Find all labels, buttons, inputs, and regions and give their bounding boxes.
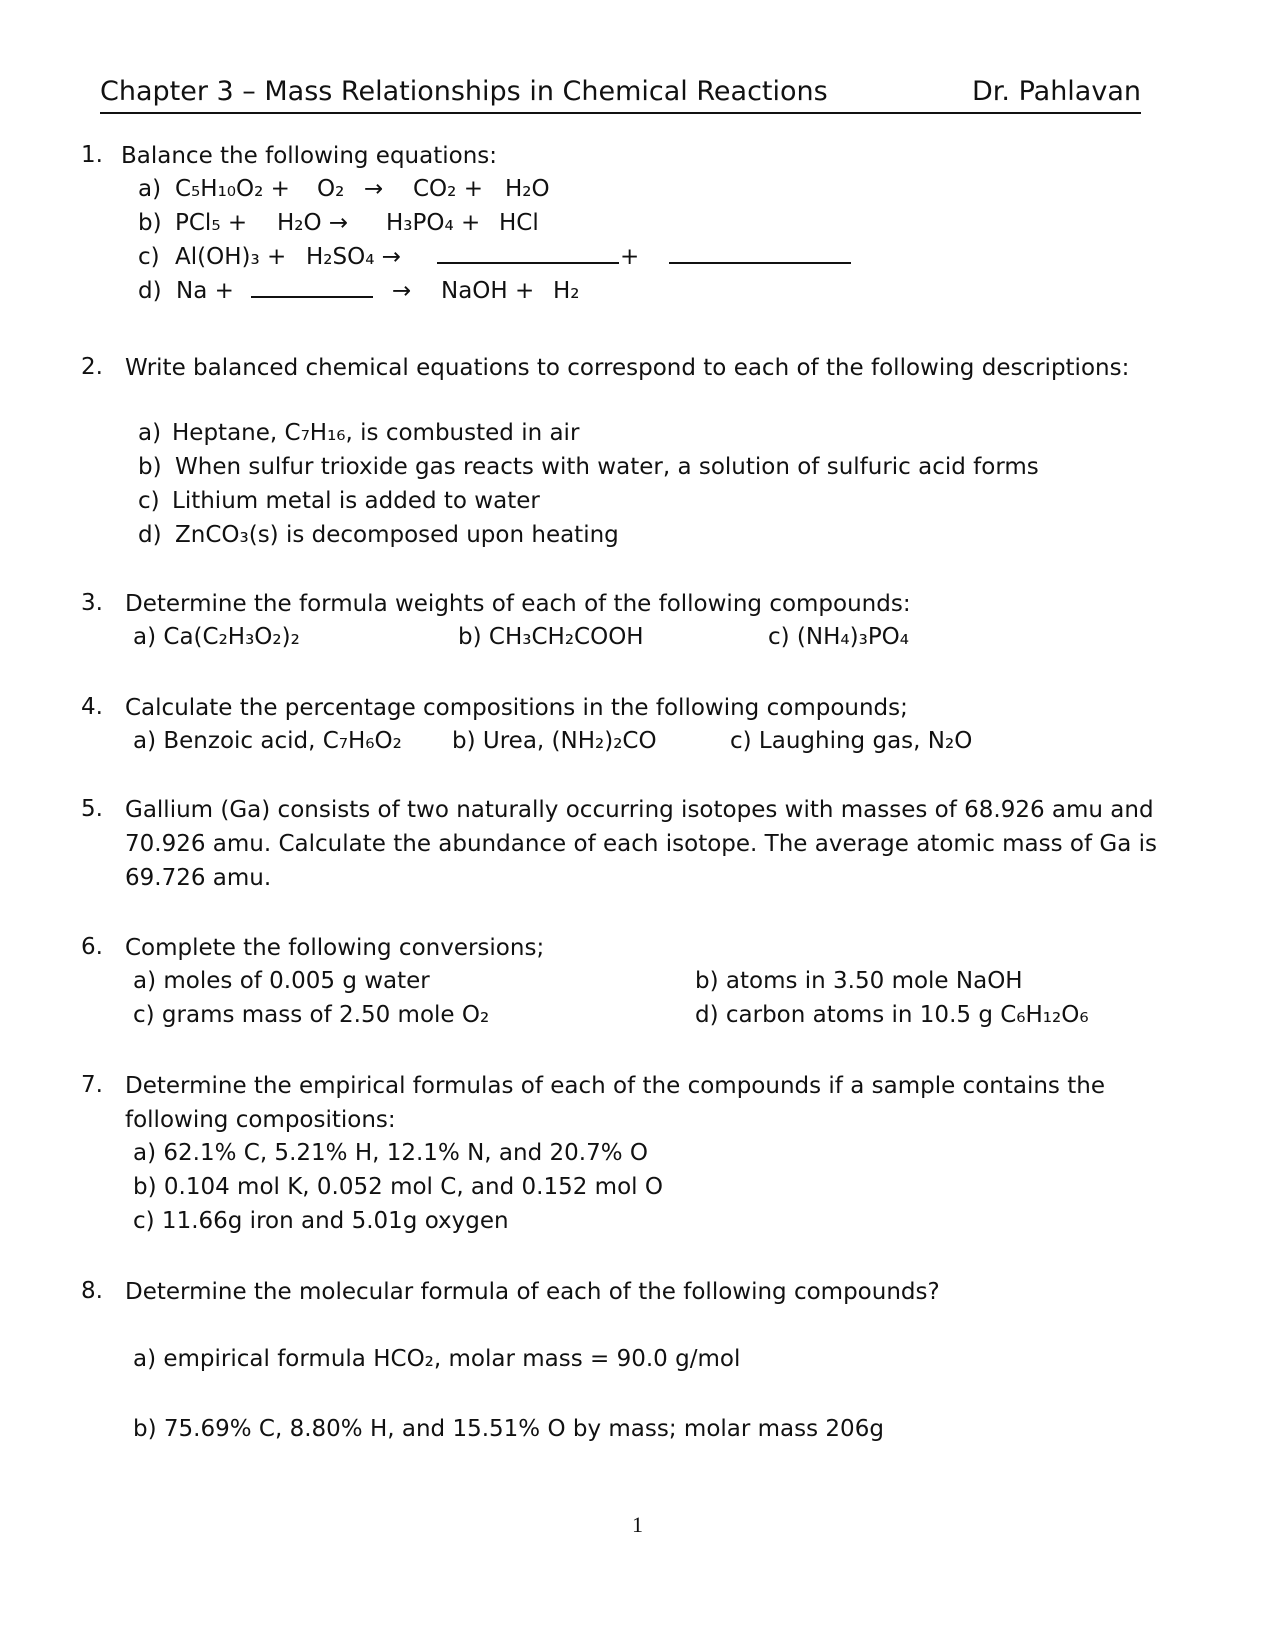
question-number: 2.: [81, 354, 103, 380]
item-text: Lithium metal is added to water: [172, 488, 540, 514]
question-number: 1.: [81, 142, 103, 168]
item-text: ZnCO₃(s) is decomposed upon heating: [175, 522, 619, 548]
page-header: [100, 76, 1141, 114]
compound-item: c) Laughing gas, N₂O: [730, 728, 973, 754]
question-text: Determine the empirical formulas of each of the compounds if a sample contains the: [125, 1073, 1105, 1099]
product: H₃PO₄ +: [386, 210, 481, 236]
question-number: 6.: [81, 934, 103, 960]
conversion-item: a) moles of 0.005 g water: [133, 968, 430, 994]
composition-item: c) 11.66g iron and 5.01g oxygen: [133, 1208, 509, 1234]
conversion-item: c) grams mass of 2.50 mole O₂: [133, 1002, 490, 1028]
answer-blank[interactable]: [251, 278, 373, 298]
formula-item: a) empirical formula HCO₂, molar mass = 90.0 g/mol: [133, 1346, 741, 1372]
item-label: c): [138, 244, 160, 270]
answer-blank[interactable]: [437, 244, 619, 264]
plus-sign: +: [620, 244, 640, 270]
answer-blank[interactable]: [669, 244, 851, 264]
question-prompt: Balance the following equations:: [121, 143, 498, 169]
question-prompt: Calculate the percentage compositions in the following compounds;: [125, 695, 908, 721]
question-text: following compositions:: [125, 1107, 396, 1133]
question-number: 4.: [81, 694, 103, 720]
compound-item: a) Ca(C₂H₃O₂)₂: [133, 624, 300, 650]
reaction-arrow: →: [392, 278, 412, 304]
compound-item: b) CH₃CH₂COOH: [458, 624, 644, 650]
question-number: 8.: [81, 1278, 103, 1304]
product: H₂: [553, 278, 580, 304]
question-text: 70.926 amu. Calculate the abundance of each isotope. The average atomic mass of Ga is: [125, 831, 1158, 857]
reactant: H₂SO₄ →: [306, 244, 402, 270]
question-number: 5.: [81, 796, 103, 822]
item-label: c): [138, 488, 160, 514]
question-number: 3.: [81, 590, 103, 616]
question-text: Gallium (Ga) consists of two naturally occurring isotopes with masses of 68.926 amu and: [125, 797, 1154, 823]
question-prompt: Complete the following conversions;: [125, 935, 545, 961]
page-number: 1: [632, 1512, 643, 1537]
item-label: d): [138, 278, 162, 304]
question-prompt: Write balanced chemical equations to correspond to each of the following descriptions:: [125, 355, 1130, 381]
reactant: PCl₅ +: [175, 210, 248, 236]
question-number: 7.: [81, 1072, 103, 1098]
compound-item: c) (NH₄)₃PO₄: [768, 624, 910, 650]
item-label: b): [138, 454, 162, 480]
composition-item: b) 0.104 mol K, 0.052 mol C, and 0.152 mol O: [133, 1174, 663, 1200]
question-text: 69.726 amu.: [125, 865, 272, 891]
product: H₂O: [505, 176, 550, 202]
author-name: Dr. Pahlavan: [972, 76, 1141, 107]
product: CO₂ +: [413, 176, 483, 202]
conversion-item: d) carbon atoms in 10.5 g C₆H₁₂O₆: [695, 1002, 1089, 1028]
reactant: H₂O →: [277, 210, 349, 236]
reactant: Na +: [176, 278, 234, 304]
composition-item: a) 62.1% C, 5.21% H, 12.1% N, and 20.7% O: [133, 1140, 648, 1166]
item-label: d): [138, 522, 162, 548]
item-text: Heptane, C₇H₁₆, is combusted in air: [172, 420, 580, 446]
question-prompt: Determine the molecular formula of each of the following compounds?: [125, 1279, 940, 1305]
question-prompt: Determine the formula weights of each of the following compounds:: [125, 591, 911, 617]
formula-item: b) 75.69% C, 8.80% H, and 15.51% O by mass; molar mass 206g: [133, 1416, 884, 1442]
compound-item: a) Benzoic acid, C₇H₆O₂: [133, 728, 402, 754]
reaction-arrow: →: [364, 176, 384, 202]
reactant: O₂: [317, 176, 345, 202]
reactant: C₅H₁₀O₂ +: [175, 176, 290, 202]
reactant: Al(OH)₃ +: [175, 244, 287, 270]
item-label: a): [138, 176, 162, 202]
product: NaOH +: [441, 278, 535, 304]
item-text: When sulfur trioxide gas reacts with water, a solution of sulfuric acid forms: [175, 454, 1039, 480]
compound-item: b) Urea, (NH₂)₂CO: [452, 728, 657, 754]
page-title: Chapter 3 – Mass Relationships in Chemical Reactions: [100, 76, 828, 107]
conversion-item: b) atoms in 3.50 mole NaOH: [695, 968, 1023, 994]
item-label: b): [138, 210, 162, 236]
item-label: a): [138, 420, 162, 446]
product: HCl: [499, 210, 539, 236]
